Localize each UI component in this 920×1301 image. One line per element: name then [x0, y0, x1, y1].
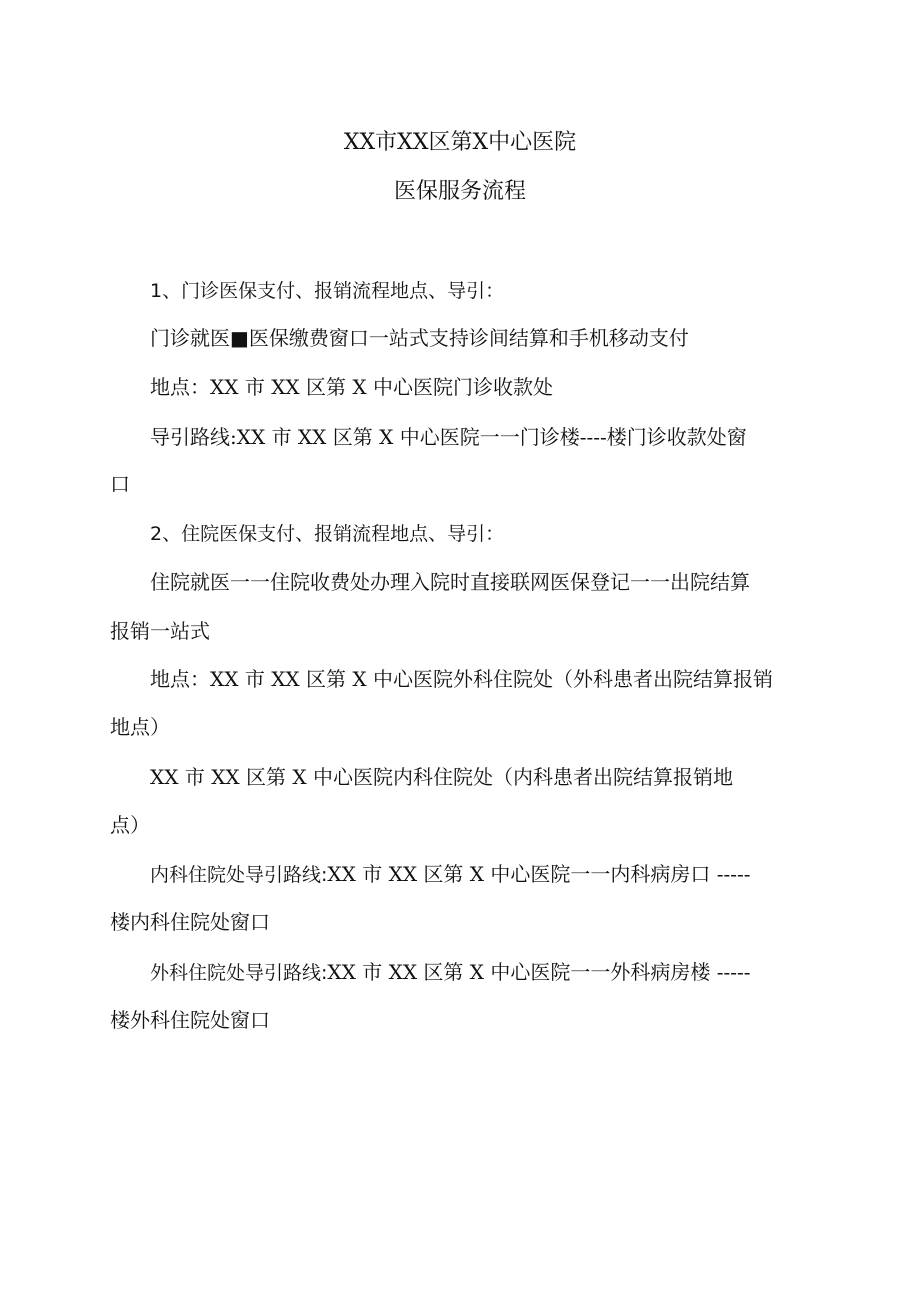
section-2-line-3: 地点：XX 市 XX 区第 X 中心医院外科住院处（外科患者出院结算报销: [150, 667, 773, 691]
route-internal-medicine: [150, 860, 751, 889]
route-surgery-continuation: 楼外科住院处窗口: [110, 1008, 270, 1032]
route-surgery-label: 外科住院处导引路线:: [150, 962, 328, 984]
route-internal-medicine-label: 内科住院处导引路线:: [150, 864, 328, 886]
section-2-line-4: 地点）: [110, 715, 170, 739]
route-internal-medicine-text: XX 市 XX 区第 X 中心医院一一内科病房口 -----: [327, 862, 751, 886]
section-2-line-1: 住院就医一一住院收费处办理入院时直接联网医保登记一一出院结算: [150, 570, 750, 594]
section-2-line-2: 报销一站式: [110, 619, 210, 643]
section-1-line-4: 口: [110, 472, 130, 496]
section-1-line-3: 导引路线:XX 市 XX 区第 X 中心医院一一门诊楼----楼门诊收款处窗: [150, 425, 747, 449]
route-surgery-text: XX 市 XX 区第 X 中心医院一一外科病房楼 -----: [327, 960, 751, 984]
section-2-line-6: 点）: [110, 813, 150, 837]
section-1-line-2: 地点：XX 市 XX 区第 X 中心医院门诊收款处: [150, 375, 553, 399]
section-2-line-5: XX 市 XX 区第 X 中心医院内科住院处（内科患者出院结算报销地: [150, 765, 733, 789]
document-subtitle: 医保服务流程: [393, 179, 526, 204]
section-1-line-1: 门诊就医■医保缴费窗口一站式支持诊间结算和手机移动支付: [150, 326, 689, 350]
document-title: XX市XX区第X中心医院: [343, 130, 577, 155]
route-internal-medicine-continuation: 楼内科住院处窗口: [110, 910, 270, 934]
section-1-heading: 1、门诊医保支付、报销流程地点、导引：: [150, 280, 505, 302]
section-2-heading: 2、住院医保支付、报销流程地点、导引：: [150, 523, 505, 545]
route-surgery: [150, 958, 751, 987]
